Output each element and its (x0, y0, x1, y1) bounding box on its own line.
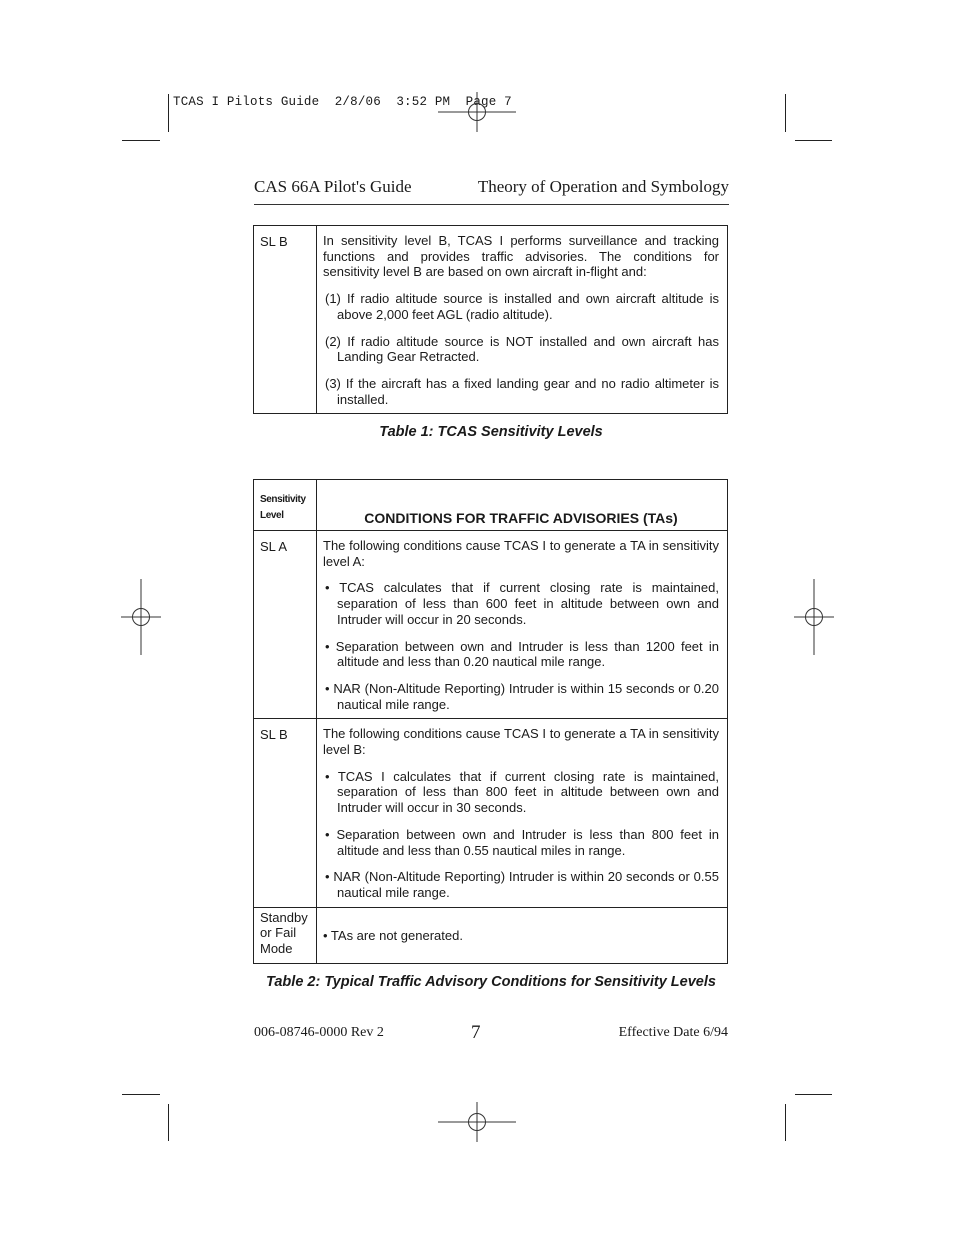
table-header-row (254, 480, 728, 531)
footer-doc-number: 006-08746-0000 Rev 2 (254, 1025, 384, 1040)
traffic-advisory-table (253, 479, 728, 964)
level-cell: SL A (254, 531, 317, 719)
list-item: • Separation between own and Intruder is less than 800 feet in altitude and less than 0.55 nautical miles in range. (325, 826, 719, 858)
standby-line-2: or Fail (260, 925, 297, 941)
running-header (254, 176, 729, 205)
list-item: • TAs are not generated. (323, 927, 463, 943)
table2-caption: Table 2: Typical Traffic Advisory Conditions for Sensitivity Levels (266, 974, 716, 990)
conditions-intro: The following conditions cause TCAS I to generate a TA in sensitivity level B: (323, 726, 719, 758)
conditions-intro: In sensitivity level B, TCAS I performs surveillance and tracking functions and provides traffic advisories. The conditions for sensitivity level B are based on own aircraft in-flight and: (323, 233, 719, 280)
list-item: • NAR (Non-Altitude Reporting) Intruder is within 15 seconds or 0.20 nautical mile range. (325, 680, 719, 712)
list-item: • TCAS calculates that if current closing rate is maintained, separation of less than 600 feet in altitude between own and Intruder will occur in 20 seconds. (325, 580, 719, 627)
conditions-intro: The following conditions cause TCAS I to generate a TA in sensitivity level A: (323, 538, 719, 569)
list-item: (2) If radio altitude source is NOT installed and own aircraft has Landing Gear Retracted. (325, 333, 719, 365)
registration-mark-bottom (438, 1102, 516, 1142)
table-row (254, 907, 728, 963)
level-column-header (254, 480, 317, 531)
list-item: • NAR (Non-Altitude Reporting) Intruder is within 20 seconds or 0.55 nautical mile range. (325, 869, 719, 900)
footer-page-number: 7 (471, 1022, 481, 1043)
sensitivity-levels-table (253, 225, 728, 414)
crop-mark-top-right-h (795, 140, 832, 141)
header-section-title: Theory of Operation and Symbology (477, 177, 729, 196)
table-row (254, 226, 728, 414)
list-item: • TCAS I calculates that if current closing rate is maintained, separation of less than 800 feet in altitude between own and Intruder will occur in 30 seconds. (325, 768, 719, 816)
standby-line-1: Standby (260, 909, 308, 925)
level-header-line-2: Level (260, 510, 284, 521)
registration-mark-left (121, 579, 161, 655)
level-header-line-1: Sensitivity (260, 494, 306, 505)
list-item: (1) If radio altitude source is installed and own aircraft altitude is above 2,000 feet AGL (radio altitude). (325, 291, 719, 322)
printer-slug: TCAS I Pilots Guide 2/8/06 3:52 PM Page 7 (173, 95, 512, 109)
conditions-column-header (317, 480, 728, 531)
standby-line-3: Mode (260, 941, 293, 957)
crop-mark-bottom-right-v (785, 1104, 786, 1141)
list-item: • Separation between own and Intruder is less than 1200 feet in altitude and less than 0.20 nautical mile range. (325, 638, 719, 670)
level-cell: SL B (254, 226, 317, 414)
level-cell (254, 907, 317, 963)
crop-mark-top-left-h (122, 140, 160, 141)
conditions-header-text: CONDITIONS FOR TRAFFIC ADVISORIES (TAs) (364, 510, 678, 527)
list-item: (3) If the aircraft has a fixed landing gear and no radio altimeter is installed. (325, 375, 719, 407)
table1-caption: Table 1: TCAS Sensitivity Levels (379, 424, 603, 440)
conditions-cell (317, 226, 728, 414)
crop-mark-bottom-left-v (168, 1104, 169, 1141)
header-guide-title: CAS 66A Pilot's Guide (254, 177, 412, 196)
crop-mark-top-right-v (785, 94, 786, 132)
table-row (254, 531, 728, 719)
crop-mark-bottom-left-h (122, 1094, 160, 1095)
registration-mark-right (794, 579, 834, 655)
conditions-cell (317, 907, 728, 963)
registration-mark-top (438, 92, 516, 132)
level-cell: SL B (254, 719, 317, 907)
crop-mark-bottom-right-h (795, 1094, 832, 1095)
table-row (254, 719, 728, 907)
footer-effective-date: Effective Date 6/94 (618, 1025, 728, 1040)
conditions-cell (317, 719, 728, 907)
conditions-cell (317, 531, 728, 719)
crop-mark-top-left-v (168, 94, 169, 132)
